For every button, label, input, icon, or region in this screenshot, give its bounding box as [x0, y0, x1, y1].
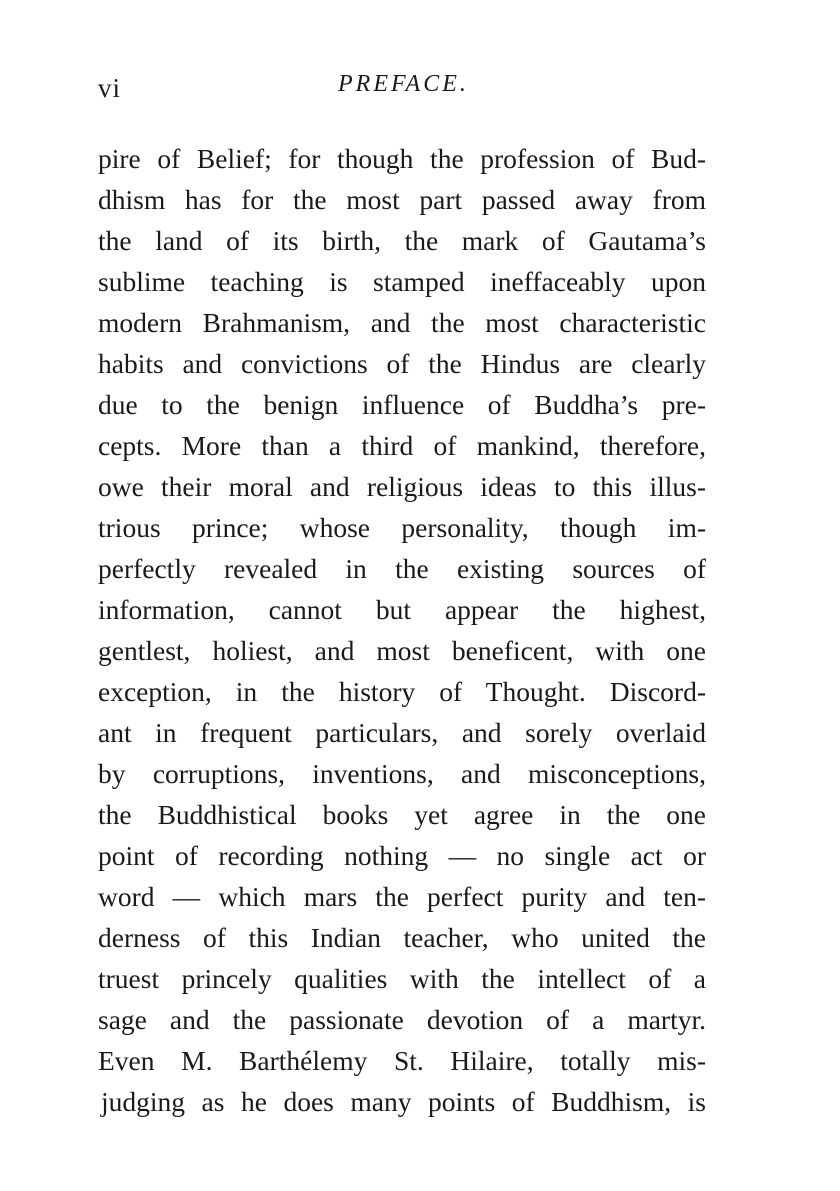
- text-line: owe their moral and religious ideas to this illus-: [98, 471, 706, 502]
- text-line: perfectly revealed in the existing sources of: [98, 553, 706, 584]
- text-line: ant in frequent particulars, and sorely overlaid: [98, 717, 706, 748]
- text-line: word — which mars the perfect purity and ten-: [98, 881, 706, 912]
- text-line: point of recording nothing — no single act or: [98, 840, 706, 871]
- page-header: [98, 66, 708, 106]
- body-text: [98, 138, 706, 1122]
- text-line: sublime teaching is stamped ineffaceably upon: [98, 266, 706, 297]
- text-line: due to the benign influence of Buddha’s pre-: [98, 389, 706, 420]
- text-line: Even M. Barthélemy St. Hilaire, totally mis-: [98, 1045, 706, 1076]
- text-line: dhism has for the most part passed away from: [98, 184, 706, 215]
- text-line: modern Brahmanism, and the most characteristic: [98, 307, 706, 338]
- text-line: derness of this Indian teacher, who united the: [98, 922, 706, 953]
- page-number: vi: [98, 73, 122, 103]
- text-line: sage and the passionate devotion of a martyr.: [98, 1004, 706, 1035]
- text-line: by corruptions, inventions, and misconceptions,: [98, 758, 706, 789]
- text-line: trious prince; whose personality, though im-: [98, 512, 706, 543]
- running-head: PREFACE.: [338, 71, 469, 97]
- text-line: truest princely qualities with the intellect of a: [98, 963, 706, 994]
- text-line: information, cannot but appear the highest,: [98, 594, 706, 625]
- text-line: the land of its birth, the mark of Gautama’s: [98, 225, 706, 256]
- text-line: the Buddhistical books yet agree in the one: [98, 799, 706, 830]
- text-line: judging as he does many points of Buddhism, is: [101, 1086, 706, 1117]
- text-line: gentlest, holiest, and most beneficent, with one: [98, 635, 706, 666]
- text-line: pire of Belief; for though the profession of Bud-: [98, 143, 706, 174]
- text-line: cepts. More than a third of mankind, therefore,: [98, 430, 706, 461]
- text-line: habits and convictions of the Hindus are clearly: [98, 348, 706, 379]
- text-line: exception, in the history of Thought. Discord-: [98, 676, 706, 707]
